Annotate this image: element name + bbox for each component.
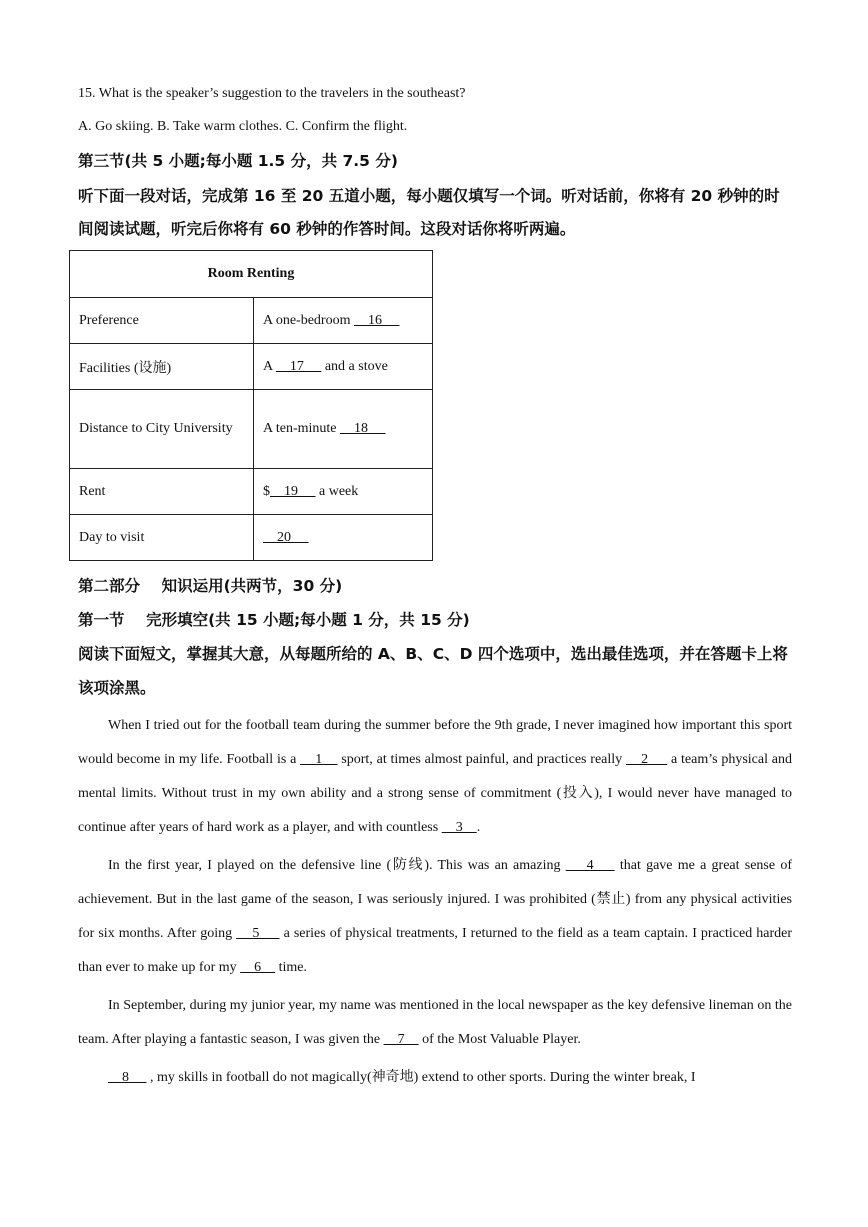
blank-16: 16 [353, 312, 400, 328]
blank-20: 20 [263, 529, 309, 545]
blank-17: 17 [275, 358, 322, 374]
part-2-title: 第二部分 知识运用(共两节，30 分) [78, 577, 343, 595]
section-3-instructions: 听下面一段对话，完成第 16 至 20 五道小题，每小题仅填写一个词。听对话前，你将有 20 秒钟的时间阅读试题，听完后你将有 60 秒钟的作答时间。这段对话你将听两遍。 [78, 187, 780, 238]
blank-3: 3 [441, 820, 477, 835]
row-label: Preference [70, 298, 254, 344]
blank-6: 6 [240, 960, 276, 975]
question-15: 15. What is the speaker’s suggestion to the travelers in the southeast? [78, 86, 466, 101]
blank-5: 5 [236, 926, 280, 941]
row-value: A ten-minute 18 [254, 390, 433, 469]
blank-18: 18 [340, 421, 386, 436]
passage-paragraph-1: When I tried out for the football team during the summer before the 9th grade, I never imagined how important this sport would become in my life. Football is a 1 sport, at times almost painful, and practices really 2 a team’s physical and mental limits. Without trust in my own ability and a strong sense of commitment (投入), I would never have managed to continue after years of hard work as a player, and with countless 3 . [78, 718, 793, 835]
part-2-instructions: 阅读下面短文，掌握其大意，从每题所给的 A、B、C、D 四个选项中，选出最佳选项，并在答题卡上将该项涂黑。 [78, 645, 788, 697]
table-row [70, 469, 433, 515]
table-title: Room Renting [70, 251, 433, 298]
passage-paragraph-2: In the first year, I played on the defensive line (防线). This was an amazing 4 that gave me a great sense of achievement. But in the last game of the season, I was seriously injured. I was prohibited (禁止) from any physical activities for six months. After going 5 a series of physical treatments, I returned to the field as a team captain. I practiced harder than ever to make up for my 6 time. [78, 858, 792, 975]
blank-2: 2 [625, 752, 668, 767]
table-row [70, 515, 433, 561]
section-3-title: 第三节(共 5 小题;每小题 1.5 分，共 7.5 分) [78, 152, 398, 170]
row-value [254, 515, 433, 561]
part-2-section-1-title: 第一节 完形填空(共 15 小题;每小题 1 分，共 15 分) [78, 611, 470, 629]
table-row [70, 298, 433, 344]
row-value: A one-bedroom 16 [254, 298, 433, 344]
blank-8: 8 [108, 1070, 147, 1085]
question-15-options: A. Go skiing. B. Take warm clothes. C. Confirm the flight. [78, 119, 408, 134]
table-row [70, 390, 433, 469]
row-label: Day to visit [70, 515, 254, 561]
blank-7: 7 [383, 1032, 419, 1047]
blank-4: 4 [565, 858, 615, 873]
blank-1: 1 [300, 752, 338, 767]
blank-19: 19 [270, 483, 316, 499]
table-row [70, 344, 433, 390]
row-label: Rent [70, 469, 254, 515]
row-value: A 17 and a stove [254, 344, 433, 390]
row-value: $ 19 a week [254, 469, 433, 515]
row-label: Distance to City University [70, 390, 254, 469]
passage-paragraph-4: 8 , my skills in football do not magically(神奇地) extend to other sports. During the winter break, I [108, 1070, 696, 1085]
row-label: Facilities (设施) [70, 344, 254, 390]
exam-page [78, 84, 792, 1095]
room-renting-table [69, 250, 433, 561]
passage-paragraph-3: In September, during my junior year, my name was mentioned in the local newspaper as the key defensive lineman on the team. After playing a fantastic season, I was given the 7 of the Most Valuable Player. [78, 998, 792, 1047]
